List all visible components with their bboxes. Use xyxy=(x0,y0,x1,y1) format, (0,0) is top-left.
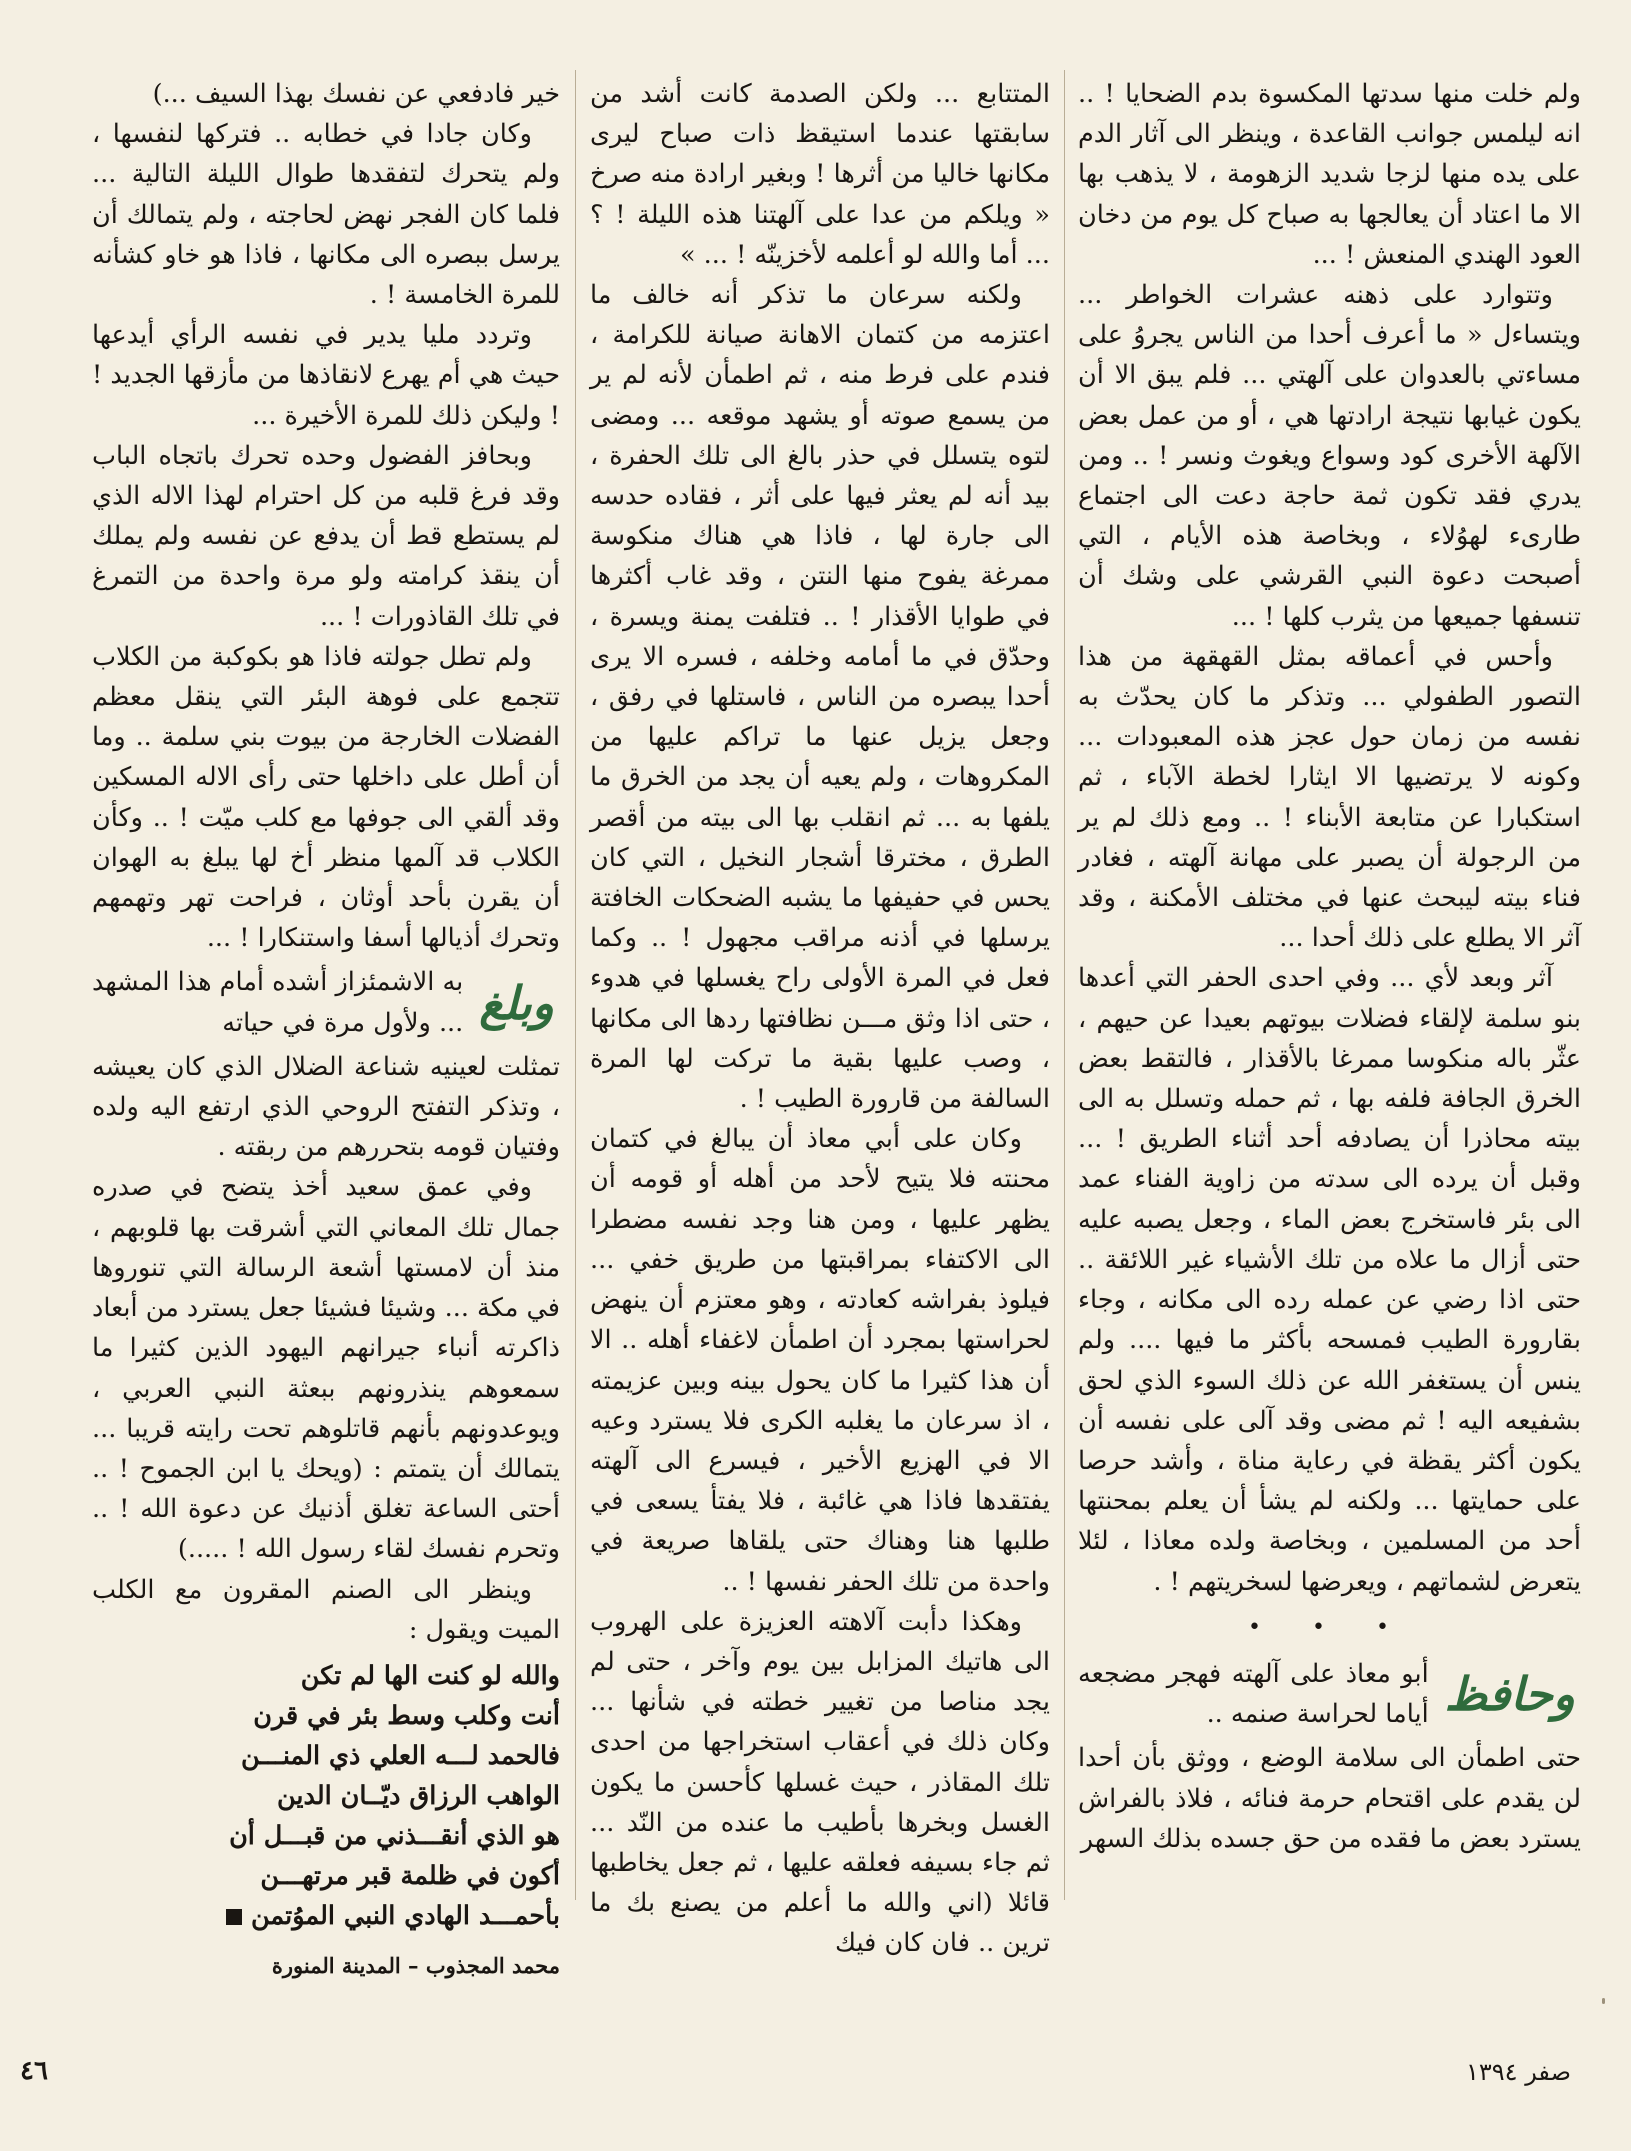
paragraph: وكان على أبي معاذ أن يبالغ في كتمان محنته فلا يتيح لأحد من أهله أو قومه أن يظهر عليها ، ومن هنا وجد نفسه مضطرا الى الاكتفاء بمراقبتها من طريق خفي ... فيلوذ بفراشه كعادته ، وهو معتزم أن ينهض لحراستها بمجرد أن اطمأن لاغفاء أهله .. الا أن هذا كثيرا ما كان يحول بينه وبين عزيمته ، اذ سرعان ما يغلبه الكرى فلا يسترد وعيه الا في الهزيع الأخير ، فيسرع الى آلهته يفتقدها فاذا هي غائبة ، فلا يفتأ يسعى في طلبها هنا وهناك حتى يلقاها صريعة في واحدة من تلك الحفر نفسها ! .. xyxy=(590,1124,1050,1597)
column-divider xyxy=(575,70,576,1900)
poem-line: أنت وكلب وسط بئر في قرن xyxy=(253,1700,560,1731)
poem-line: بأحمـــد الهادي النبي الموُتمن xyxy=(250,1900,560,1931)
paragraph: ولم خلت منها سدتها المكسوة بدم الضحايا ! .. انه ليلمس جوانب القاعدة ، وينظر الى آثار الدم على يده منها لزجا شديد الزهومة ، لا يذهب بها الا ما اعتاد أن يعالجها به صباح كل يوم من دخان العود الهندي المنعش ! ... xyxy=(1078,79,1581,270)
section-heading-text: به الاشمئزاز أشده أمام هذا المشهد ... ولأول مرة في حياته xyxy=(92,967,464,1038)
paragraph: وبحافز الفضول وحده تحرك باتجاه الباب وقد فرغ قلبه من كل احترام لهذا الاله الذي لم يستطع قط أن يدفع عن نفسه ولم يملك أن ينقذ كرامته ولو مرة واحدة من التمرغ في تلك القاذورات ! ... xyxy=(92,440,560,632)
poem-last-line xyxy=(92,1896,560,1936)
section-opener xyxy=(1078,1654,1581,1734)
issue-date: صفر ١٣٩٤ xyxy=(1466,2058,1571,2086)
paragraph: وأحس في أعماقه بمثل القهقهة من هذا التصور الطفولي ... وتذكر ما كان يحدّث به نفسه من زمان حول عجز هذه المعبودات ... وكونه لا يرتضيها الا ايثارا لخطة الآباء ، ثم استكبارا عن متابعة الأبناء ! .. ومع ذلك لم ير من الرجولة أن يصبر على مهانة آلهته ، فغادر فناء بيته ليبحث عنها في مختلف الأمكنة ، وقد آثر الا يطلع على ذلك أحدا ... xyxy=(1078,641,1581,954)
section-heading-text: أبو معاذ على آلهته فهجر مضجعه أياما لحراسة صنمه .. xyxy=(1078,1658,1429,1730)
paragraph: تمثلت لعينيه شناعة الضلال الذي كان يعيشه ، وتذكر التفتح الروحي الذي ارتفع اليه ولده وفتيان قومه بتحررهم من ربقته . xyxy=(92,1051,560,1163)
poem-line: فالحمد لـــه العلي ذي المنـــن xyxy=(241,1740,560,1771)
article-column-right xyxy=(1078,74,1581,1859)
paragraph: ولم تطل جولته فاذا هو بكوكبة من الكلاب تتجمع على فوهة البئر التي ينقل معظم الفضلات الخارجة من بيوت بني سلمة .. وما أن أطل على داخلها حتى رأى الاله المسكين وقد ألقي الى جوفها مع كلب ميّت ! .. وكأن الكلاب قد آلمها منظر أخ لها يبلغ به الهوان أن يقرن بأحد أوثان ، فراحت تهر وتهمهم وتحرك أذيالها أسفا واستنكارا ! ... xyxy=(92,641,560,954)
paragraph: حتى اطمأن الى سلامة الوضع ، ووثق بأن أحدا لن يقدم على اقتحام حرمة فنائه ، فلاذ بالفراش يسترد بعض ما فقده من حق جسده بذلك السهر xyxy=(1078,1743,1581,1854)
paragraph: وكان جادا في خطابه .. فتركها لنفسها ، ولم يتحرك لتفقدها طوال الليلة التالية ... فلما كان الفجر نهض لحاجته ، ولم يتمالك أن يرسل ببصره الى مكانها ، فاذا هو خاو كشأنه للمرة الخامسة ! . xyxy=(92,119,560,311)
author-byline: محمد المجذوب – المدينة المنورة xyxy=(271,1952,560,1978)
paragraph: خير فادفعي عن نفسك بهذا السيف ...) xyxy=(152,79,560,109)
paragraph: وفي عمق سعيد أخذ يتضح في صدره جمال تلك المعاني التي أشرقت بها قلوبهم ، منذ أن لامستها أشعة الرسالة التي تنوروها في مكة ... وشيئا فشيئا جعل يسترد من أبعاد ذاكرته أنباء جيرانهم اليهود الذين كثيرا ما سمعوهم ينذرونهم ببعثة النبي العربي ، ويوعدونهم بأنهم قاتلوهم تحت رايته قريبا ... يتمالك أن يتمتم : (ويحك يا ابن الجموح ! .. أحتى الساعة تغلق أذنيك عن دعوة الله ! .. وتحرم نفسك لقاء رسول الله ! .....) xyxy=(92,1172,560,1565)
column-divider xyxy=(1064,70,1065,1900)
article-column-left xyxy=(92,74,560,1986)
section-opener xyxy=(92,962,560,1042)
article-column-middle xyxy=(590,74,1050,1964)
poem-line: الواهب الرزاق ديّــان الدين xyxy=(277,1780,560,1811)
print-speck xyxy=(1602,1998,1605,2004)
paragraph: المتتابع ... ولكن الصدمة كانت أشد من سابقتها عندما استيقظ ذات صباح ليرى مكانها خاليا من أثرها ! وبغير ارادة منه صرخ « ويلكم من عدا على آلهتنا هذه الليلة ! ؟ ... أما والله لو أعلمه لأخزينّه ! ... » xyxy=(590,79,1050,270)
paragraph: وتردد مليا يدير في نفسه الرأي أيدعها حيث هي أم يهرع لانقاذها من مأزقها الجديد ! ! وليكن ذلك للمرة الأخيرة ... xyxy=(92,320,560,431)
section-heading-calligraphy: وحافظ xyxy=(1444,1667,1575,1722)
section-separator: • • • xyxy=(1248,1614,1411,1640)
section-heading-calligraphy: وبلغ xyxy=(479,975,554,1030)
paragraph: وهكذا دأبت آلاهته العزيزة على الهروب الى هاتيك المزابل بين يوم وآخر ، حتى لم يجد مناصا من تغيير خطته في شأنها ... وكان ذلك في أعقاب استخراجها من احدى تلك المقاذر ، حيث غسلها كأحسن ما يكون الغسل وبخرها بأطيب ما عنده من النّد ... ثم جاء بسيفه فعلقه عليها ، ثم جعل يخاطبها قائلا (اني والله ما أعلم من يصنع بك ما ترين .. فان كان فيك xyxy=(590,1606,1050,1959)
poem xyxy=(92,1656,560,1936)
poem-line: والله لو كنت الها لم تكن xyxy=(300,1660,560,1691)
paragraph: وينظر الى الصنم المقرون مع الكلب الميت ويقول : xyxy=(92,1574,560,1645)
paragraph: آثر وبعد لأي ... وفي احدى الحفر التي أعدها بنو سلمة لإلقاء فضلات بيوتهم بعيدا عن حيهم ، عثّر باله منكوسا ممرغا بالأقذار ، فالتقط بعض الخرق الجافة فلفه بها ، ثم حمله وتسلل به الى بيته محاذرا أن يصادفه أحد أثناء الطريق ! ... وقبل أن يرده الى سدته من زاوية الفناء عمد الى بئر فاستخرج بعض الماء ، وجعل يصبه عليه حتى أزال ما علاه من تلك الأشياء غير اللائقة .. حتى اذا رضي عن عمله رده الى مكانه ، وجاء بقارورة الطيب فمسحه بأكثر ما فيها .... ولم ينس أن يستغفر الله عن ذلك السوء الذي لحق بشفيعه اليه ! ثم مضى وقد آلى على نفسه أن يكون أكثر يقظة في رعاية مناة ، وأشد حرصا على حمايتها ... ولكنه لم يشأ أن يعلم بمحنتها أحد من المسلمين ، وبخاصة ولده معاذا ، لئلا يتعرض لشماتهم ، ويعرضها لسخريتهم ! . xyxy=(1078,963,1581,1597)
poem-line: أكون في ظلمة قبر مرتهـــن xyxy=(260,1860,560,1891)
page-number: ٤٦ xyxy=(20,2056,48,2086)
paragraph: ولكنه سرعان ما تذكر أنه خالف ما اعتزمه من كتمان الاهانة صيانة للكرامة ، فندم على فرط منه ، ثم اطمأن لأنه لم ير من يسمع صوته أو يشهد موقعه ... ومضى لتوه يتسلل في حذر بالغ الى تلك الحفرة ، بيد أنه لم يعثر فيها على أثر ، فقاده حدسه الى جارة لها ، فاذا هي هناك منكوسة ممرغة يفوح منها النتن ، وقد غاب أكثرها في طوايا الأقذار ! .. فتلفت يمنة ويسرة ، وحدّق في ما أمامه وخلفه ، فسره الا يرى أحدا يبصره من الناس ، فاستلها في رفق ، وجعل يزيل عنها ما تراكم عليها من المكروهات ، ولم يعيه أن يجد من الخرق ما يلفها به ... ثم انقلب بها الى بيته من أقصر الطرق ، مخترقا أشجار النخيل ، التي كان يحس في حفيفها ما يشبه الضحكات الخافتة يرسلها في أذنه مراقب مجهول ! .. وكما فعل في المرة الأولى راح يغسلها في هدوء ، حتى اذا وثق مـــن نظافتها ردها الى مكانها ، وصب عليها بقية ما تركت لها المرة السالفة من قارورة الطيب ! . xyxy=(590,280,1050,1115)
end-of-article-mark xyxy=(226,1909,242,1925)
paragraph: وتتوارد على ذهنه عشرات الخواطر ... ويتساءل « ما أعرف أحدا من الناس يجروُ على مساءتي بالعدوان على آلهتي ... فلم يبق الا أن يكون غيابها نتيجة ارادتها هي ، أو من عمل بعض الآلهة الأخرى كود وسواع ويغوث ونسر ! .. ومن يدري فقد تكون ثمة حاجة دعت الى اجتماع طارىء لهوُلاء ، وبخاصة هذه الأيام ، التي أصبحت دعوة النبي القرشي على وشك أن تنسفها جميعها من يثرب كلها ! ... xyxy=(1078,280,1581,632)
poem-line: هو الذي أنقـــذني من قبـــل أن xyxy=(229,1820,560,1851)
